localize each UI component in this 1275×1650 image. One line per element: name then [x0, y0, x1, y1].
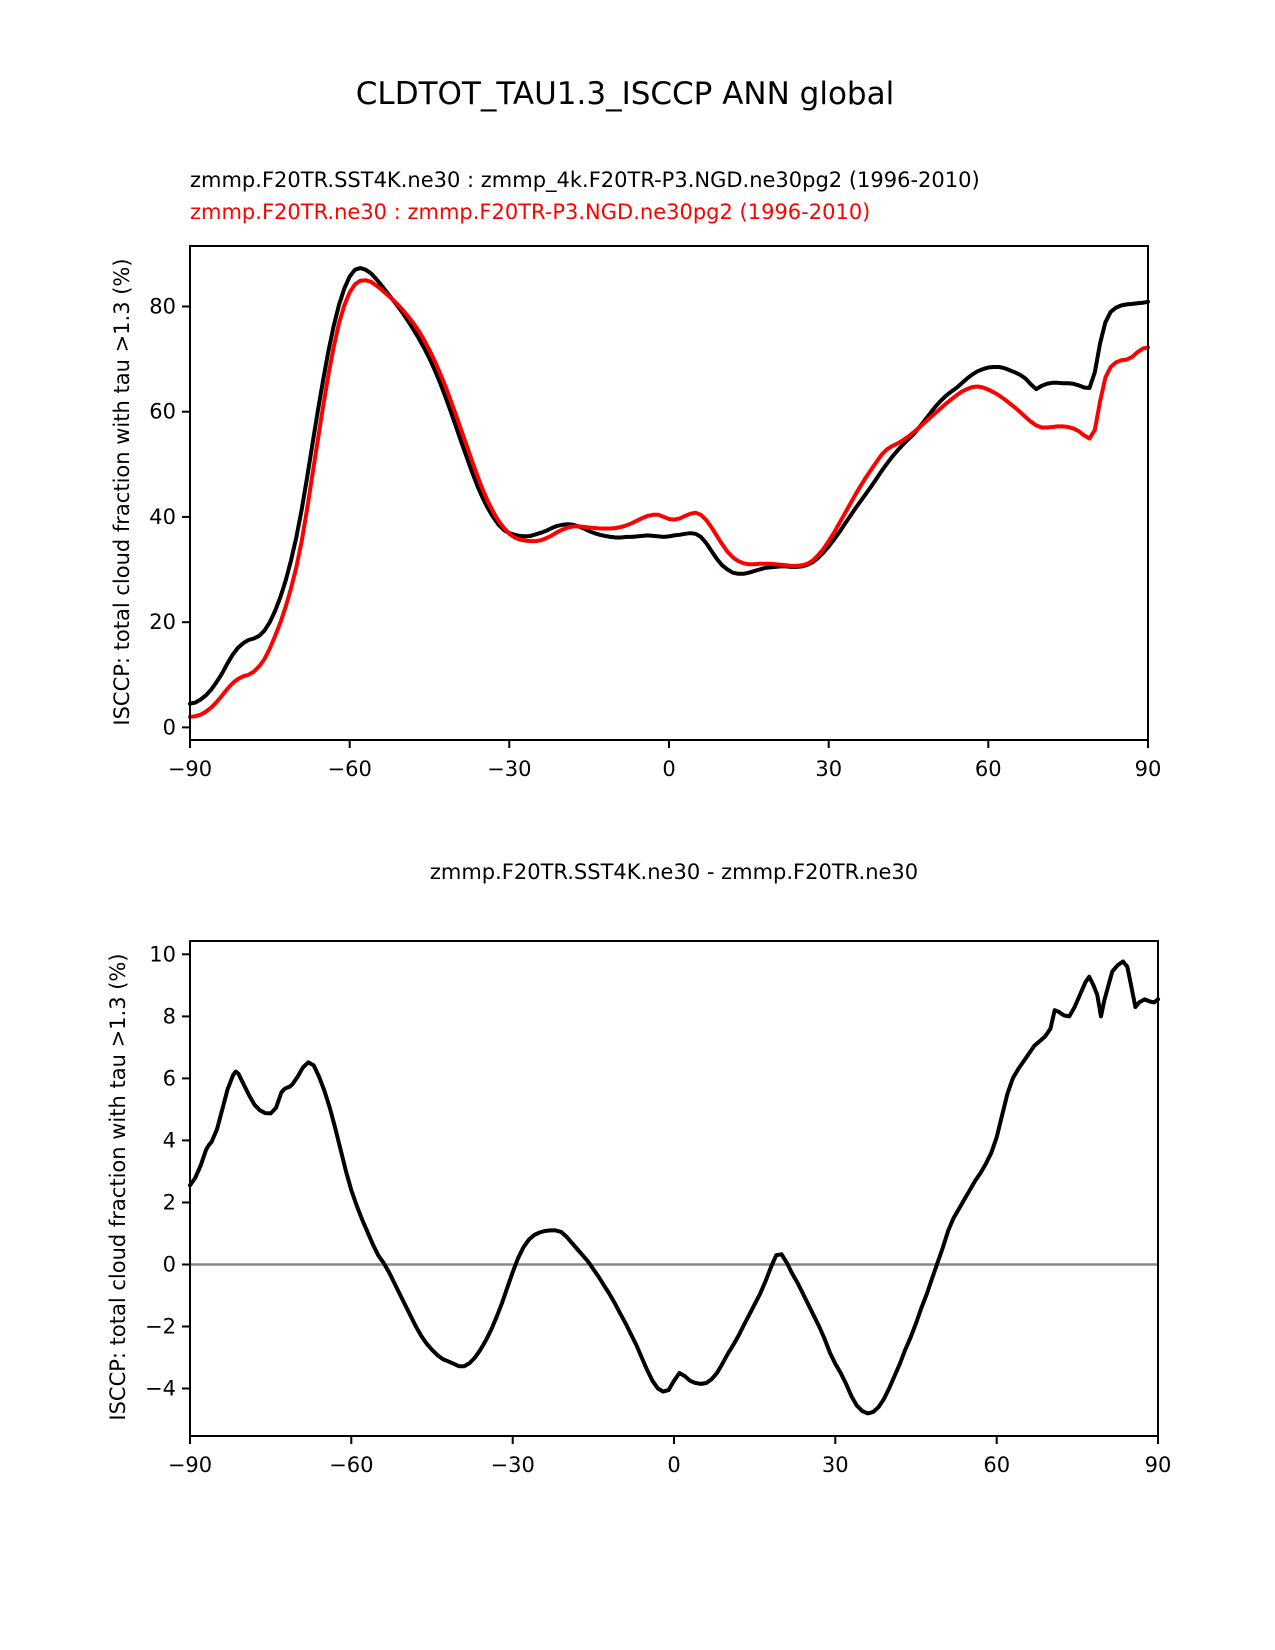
figure-title: CLDTOT_TAU1.3_ISCCP ANN global [355, 76, 895, 112]
x-tick-label: −90 [167, 757, 213, 781]
y-tick-label: 40 [149, 504, 176, 529]
legend-entry-red: zmmp.F20TR.ne30 : zmmp.F20TR-P3.NGD.ne30pg2 (1996-2010) [190, 200, 871, 224]
x-tick-label: 90 [1144, 1453, 1172, 1477]
y-tick-label: 0 [162, 1252, 176, 1277]
axes-frame [190, 941, 1158, 1436]
y-tick-label: 10 [149, 942, 176, 967]
x-tick-label: −30 [490, 1453, 535, 1477]
x-tick-label: 30 [815, 757, 843, 781]
y-tick-label: 6 [162, 1066, 176, 1091]
x-tick-label: −90 [167, 1453, 213, 1477]
x-tick-label: 60 [974, 757, 1002, 781]
x-tick-label: 30 [821, 1453, 849, 1477]
y-tick-label: 80 [149, 294, 176, 319]
legend-entry-black: zmmp.F20TR.SST4K.ne30 : zmmp_4k.F20TR-P3.NGD.ne30pg2 (1996-2010) [190, 168, 980, 192]
bottom-plot-ylabel: ISCCP: total cloud fraction with tau >1.3 (%) [106, 953, 130, 1421]
x-tick-label: 0 [662, 757, 676, 781]
y-tick-label: 2 [162, 1190, 176, 1215]
y-tick-label: 60 [149, 399, 176, 424]
x-tick-label: 0 [667, 1453, 681, 1477]
y-tick-label: −4 [145, 1376, 176, 1401]
top-plot-ylabel: ISCCP: total cloud fraction with tau >1.3 (%) [110, 258, 134, 726]
x-tick-label: −60 [329, 1453, 374, 1477]
series-curve-zmmp.F20TR.SST4K.ne30 [190, 268, 1148, 704]
y-tick-label: 0 [162, 715, 176, 740]
y-tick-label: 8 [162, 1004, 176, 1029]
x-tick-label: −30 [487, 757, 532, 781]
x-tick-label: 60 [983, 1453, 1011, 1477]
series-curve-difference [190, 962, 1158, 1414]
bottom-plot-title: zmmp.F20TR.SST4K.ne30 - zmmp.F20TR.ne30 [429, 860, 919, 884]
y-tick-label: 20 [149, 610, 176, 635]
x-tick-label: −60 [327, 757, 372, 781]
x-tick-label: 90 [1134, 757, 1162, 781]
series-curve-zmmp.F20TR.ne30 [190, 280, 1148, 717]
y-tick-label: −2 [145, 1314, 176, 1339]
y-tick-label: 4 [162, 1128, 176, 1153]
